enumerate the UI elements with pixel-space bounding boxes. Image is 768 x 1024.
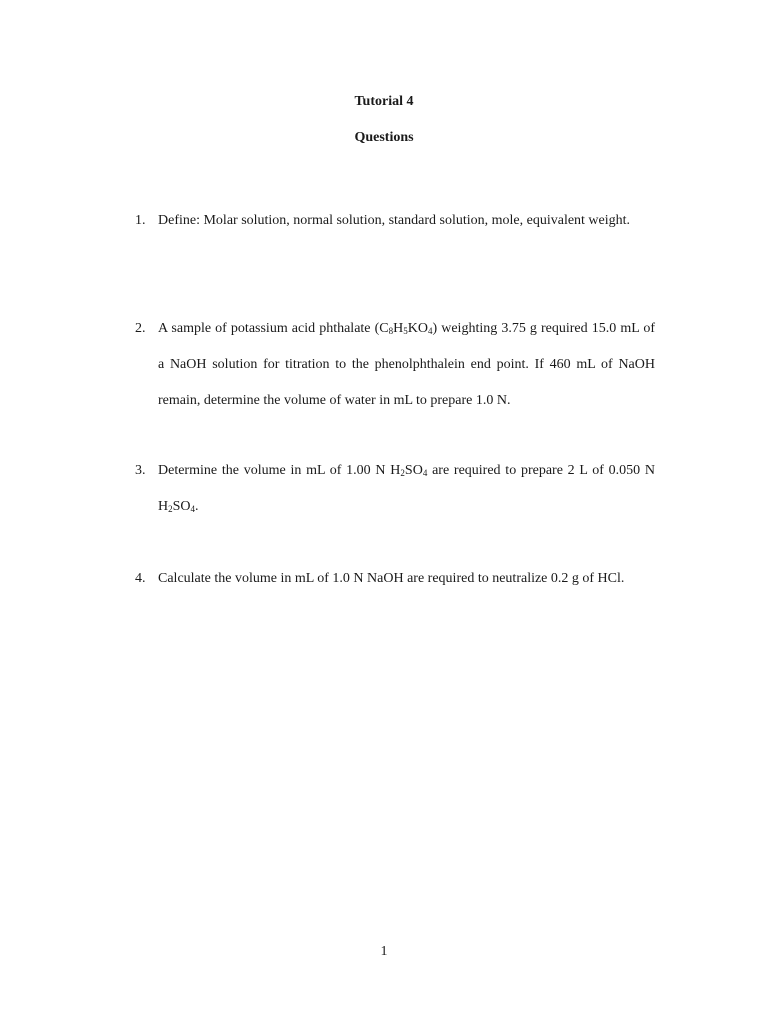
question-number: 2.	[135, 321, 146, 336]
text-segment: SO	[404, 463, 423, 478]
question-text	[158, 453, 655, 525]
question-1	[135, 203, 655, 239]
question-2	[135, 311, 655, 419]
text-segment: A sample of potassium acid phthalate (C	[158, 321, 389, 336]
document-subtitle: Questions	[354, 130, 414, 145]
text-segment: .	[195, 499, 199, 514]
question-3	[135, 453, 655, 525]
subscript: 4	[422, 468, 428, 478]
question-number: 1.	[135, 213, 146, 228]
subscript: 2	[168, 504, 173, 514]
subscript: 8	[388, 326, 394, 336]
text-segment: ) weighting 3.75 g required 15.0 mL of a NaOH solution for titration to the phenolphthalein end point. If 460 mL of NaOH remain, determine the volume of water in mL to prepare 1.0 N.	[158, 321, 656, 408]
question-text: Calculate the volume in mL of 1.0 N NaOH are required to neutralize 0.2 g of HCl.	[158, 571, 625, 586]
text-segment: Determine the volume in mL of 1.00 N H	[158, 463, 401, 478]
subscript: 5	[403, 326, 408, 336]
subscript: 4	[427, 326, 433, 336]
text-segment: KO	[407, 321, 428, 336]
text-segment: SO	[172, 499, 191, 514]
question-number: 4.	[135, 571, 146, 586]
text-segment: are required to prepare 2 L of 0.050 N H	[158, 463, 655, 514]
question-number: 3.	[135, 463, 146, 478]
subscript: 2	[400, 468, 405, 478]
question-4	[135, 561, 655, 597]
subscript: 4	[190, 504, 196, 514]
document-title: Tutorial 4	[354, 94, 414, 109]
question-text: Define: Molar solution, normal solution, standard solution, mole, equivalent weight.	[158, 213, 631, 228]
text-segment: H	[393, 321, 404, 336]
page-number: 1	[380, 944, 388, 959]
question-text	[158, 311, 655, 419]
